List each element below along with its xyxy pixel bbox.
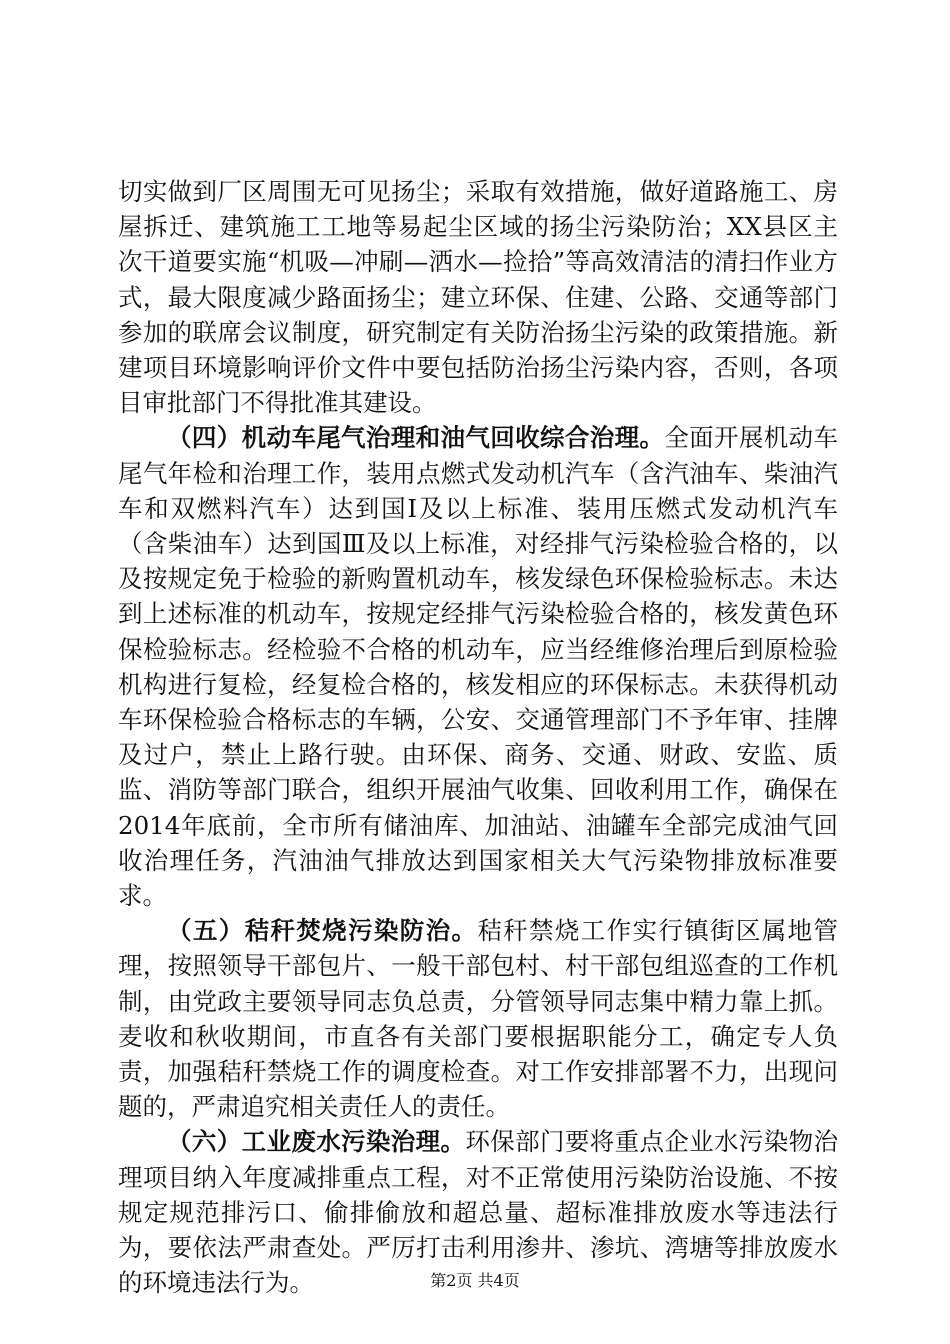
paragraph-heading: （五）秸秆焚烧污染防治。 bbox=[167, 916, 478, 946]
paragraph-heading: （六）工业废水污染治理。 bbox=[167, 1127, 466, 1157]
paragraph-text: 切实做到厂区周围无可见扬尘；采取有效措施，做好道路施工、房屋拆迁、建筑施工工地等易起尘区域的扬尘污染防治；XX县区主次干道要实施“机吸—冲刷—洒水—捡拾”等高效清洁的清扫作业方式，最大限度减少路面扬尘；建立环保、住建、公路、交通等部门参加的联席会议制度，研究制定有关防治扬尘污染的政策措施。新建项目环境影响评价文件中要包括防治扬尘污染内容，否则，各项目审批部门不得批准其建设。 bbox=[118, 177, 838, 418]
paragraph-text: 秸秆禁烧工作实行镇街区属地管理，按照领导干部包片、一般干部包村、村干部包组巡查的工作机制，由党政主要领导同志负总责，分管领导同志集中精力靠上抓。麦收和秋收期间，市直各有关部门要根据职能分工，确定专人负责，加强秸秆禁烧工作的调度检查。对工作安排部署不力，出现问题的，严肃追究相关责任人的责任。 bbox=[118, 916, 839, 1122]
paragraph-text: 全面开展机动车尾气年检和治理工作，装用点燃式发动机汽车（含汽油车、柴油汽车和双燃料汽车）达到国Ⅰ及以上标准、装用压燃式发动机汽车（含柴油车）达到国Ⅲ及以上标准，对经排气污染检验合格的，以及按规定免于检验的新购置机动车，核发绿色环保检验标志。未达到上述标准的机动车，按规定经排气污染检验合格的，核发黄色环保检验标志。经检验不合格的机动车，应当经维修治理后到原检验机构进行复检，经复检合格的，核发相应的环保标志。未获得机动车环保检验合格标志的车辆，公安、交通管理部门不予年审、挂牌及过户，禁止上路行驶。由环保、商务、交通、财政、安监、质监、消防等部门联合，组织开展油气收集、回收利用工作，确保在2014年底前，全市所有储油库、加油站、油罐车全部完成油气回收治理任务，汽油油气排放达到国家相关大气污染物排放标准要求。 bbox=[118, 423, 839, 911]
paragraph-continuation bbox=[118, 174, 838, 420]
page-number-footer: 第2页 共4页 bbox=[430, 1271, 520, 1290]
paragraph-text: 环保部门要将重点企业水污染物治理项目纳入年度减排重点工程，对不正常使用污染防治设施、不按规定规范排污口、偷排偷放和超总量、超标准排放废水等违法行为，要依法严肃查处。严厉打击利用渗井、渗坑、湾塘等排放废水的环境违法行为。 bbox=[118, 1127, 839, 1298]
paragraph-straw-burning bbox=[118, 913, 838, 1124]
document-body bbox=[118, 174, 838, 1301]
paragraph-vehicle-exhaust bbox=[118, 420, 838, 913]
paragraph-heading: （四）机动车尾气治理和油气回收综合治理。 bbox=[167, 423, 665, 453]
